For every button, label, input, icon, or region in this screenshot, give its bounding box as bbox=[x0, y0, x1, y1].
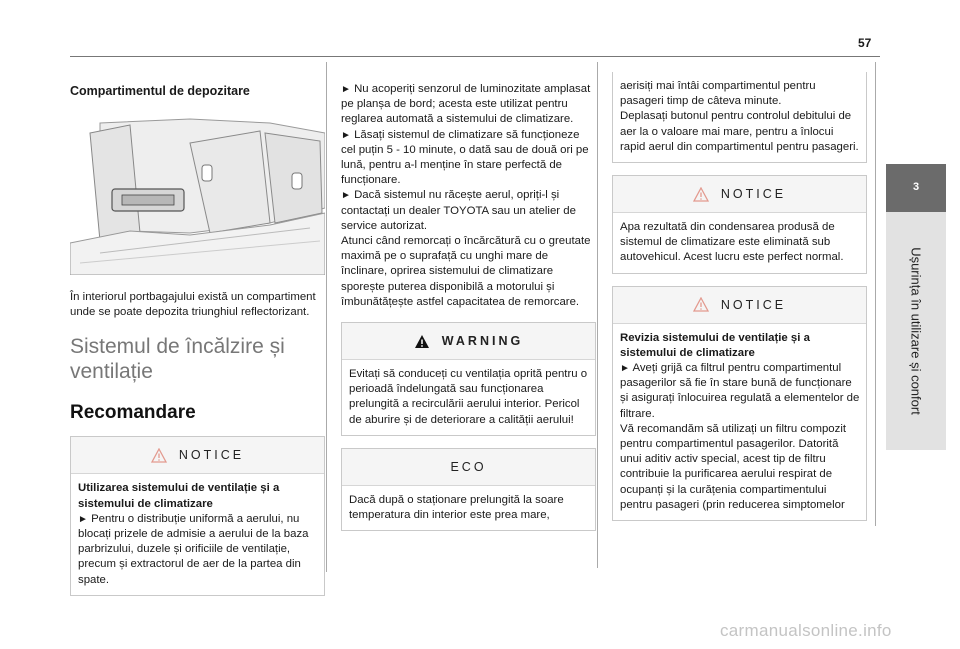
recommendation-text: Nu acoperiți senzorul de luminozitate amplasat pe planșa de bord; acesta este utilizat pentru reglarea automată a sistemului de climatizare. bbox=[341, 83, 591, 126]
section-title bbox=[70, 334, 325, 384]
warning-text: Evitați să conduceți cu ventilația oprită pentru o perioadă îndelungată sau funcționarea prelungită a recirculării aerului interior. Pericol de aburire și de deteriorare a calității aerului! bbox=[349, 368, 588, 426]
notice-label: NOTICE bbox=[720, 187, 787, 202]
chapter-tab[interactable] bbox=[886, 164, 946, 212]
eco-header bbox=[342, 449, 595, 486]
storage-caption: În interiorul portbagajului există un compartiment unde se poate depozita triunghiul reflectorizant. bbox=[70, 291, 316, 319]
notice-header bbox=[71, 437, 324, 474]
eco-text: Dacă după o staționare prelungită la soare temperatura din interior este prea mare, bbox=[349, 493, 564, 522]
bullet-arrow-icon: ► bbox=[620, 363, 630, 375]
notice-body bbox=[613, 324, 866, 520]
recommendation-item bbox=[341, 128, 596, 189]
column-1 bbox=[70, 62, 325, 596]
notice-label: NOTICE bbox=[178, 448, 245, 463]
notice-bold-line-2: sistemului de climatizare bbox=[78, 497, 213, 510]
bullet-arrow-icon: ► bbox=[78, 513, 88, 525]
eco-continued-text: aerisiți mai întâi compartimentul pentru pasageri timp de câteva minute. bbox=[620, 80, 816, 108]
column-divider bbox=[597, 62, 598, 568]
eco-box bbox=[341, 448, 596, 531]
section-title-line-2: ventilație bbox=[70, 360, 153, 384]
eco-body bbox=[342, 486, 595, 530]
notice-body bbox=[613, 213, 866, 273]
notice-label: NOTICE bbox=[720, 297, 787, 312]
warning-filled-icon bbox=[414, 334, 430, 349]
column-2 bbox=[341, 62, 596, 531]
trunk-storage-illustration bbox=[70, 113, 325, 275]
bullet-arrow-icon: ► bbox=[341, 84, 351, 95]
warning-label: WARNING bbox=[441, 334, 524, 349]
column-divider bbox=[875, 62, 876, 526]
notice-bold-line-1: Revizia sistemului de ventilație și a bbox=[620, 331, 810, 344]
notice-header bbox=[613, 176, 866, 213]
warning-header bbox=[342, 323, 595, 360]
storage-heading: Compartimentul de depozitare bbox=[70, 84, 250, 98]
notice-header bbox=[613, 287, 866, 324]
notice-text: Apa rezultată din condensarea produsă de sistemul de climatizare este eliminată sub autovehicul. Acest lucru este perfect normal. bbox=[620, 221, 844, 264]
notice-bold-line-2: sistemului de climatizare bbox=[620, 346, 755, 359]
notice-text bbox=[620, 361, 860, 422]
recommendation-text: Lăsați sistemul de climatizare să funcționeze cel puțin 5 - 10 minute, o dată sau de două ori pe lună, pentru a-l menține în stare perfectă de funcționare. bbox=[341, 128, 589, 187]
page-number: 57 bbox=[858, 36, 872, 50]
warning-triangle-icon bbox=[693, 187, 709, 202]
trunk-storage-photo bbox=[70, 113, 325, 280]
notice-box bbox=[70, 436, 325, 595]
notice-bold-line-1: Utilizarea sistemului de ventilație și a bbox=[78, 482, 280, 495]
warning-triangle-icon bbox=[151, 448, 167, 463]
eco-label: ECO bbox=[450, 459, 487, 474]
recommendation-heading: Recomandare bbox=[70, 402, 196, 424]
chapter-title: Ușurința în utilizare și confort bbox=[908, 247, 924, 415]
notice-box bbox=[612, 286, 867, 521]
warning-body bbox=[342, 360, 595, 435]
chapter-number: 3 bbox=[912, 181, 920, 193]
bullet-arrow-icon: ► bbox=[341, 190, 351, 202]
recommendation-item bbox=[341, 82, 596, 128]
notice-body bbox=[71, 474, 324, 594]
recommendation-text: Dacă sistemul nu răcește aerul, opriți-l și contactați un dealer TOYOTA sau un atelier de service autorizat. bbox=[341, 189, 576, 232]
bullet-arrow-icon: ► bbox=[341, 129, 351, 141]
column-divider bbox=[326, 62, 327, 572]
recommendation-text: Atunci când remorcați o încărcătură cu o greutate maximă pe o suprafață cu unghi mare de înclinare, oprirea sistemului de climatizare sporește puterea disponibilă a motorului și îmbunătățește astfel capacitatea de remorcare. bbox=[341, 235, 591, 308]
recommendations-list bbox=[341, 82, 596, 310]
column-3 bbox=[612, 62, 867, 521]
notice-text-content: Pentru o distribuție uniformă a aerului, nu blocați prizele de admisie a aerului de la baza parbrizului, duzele și orificiile de ventilație, precum și extractorul de aer de la partea din spate. bbox=[78, 512, 309, 586]
eco-continued-body bbox=[613, 72, 866, 162]
warning-box bbox=[341, 322, 596, 436]
notice-text bbox=[78, 512, 318, 588]
watermark: carmanualsonline.info bbox=[720, 621, 892, 640]
warning-triangle-icon bbox=[693, 297, 709, 312]
eco-continued-text: Deplasați butonul pentru controlul debitului de aer la o valoare mai mare, pentru a înlocui rapid aerul din compartimentul pentru pasageri. bbox=[620, 110, 859, 153]
notice-text: Vă recomandăm să utilizați un filtru compozit pentru compartimentul pasagerilor. Datorită unui aditiv activ special, acest tip de filtru contribuie la purificarea aerului respirat de ocupanți și la curățenia compartimentului pentru pasageri (prin reducerea simptomelor bbox=[620, 422, 847, 511]
notice-text-content: Aveți grijă ca filtrul pentru compartimentul pasagerilor să fie în stare bună de funcționare și asigurați înlocuirea regulată a elementelor de filtrare. bbox=[620, 362, 860, 420]
recommendation-item bbox=[341, 188, 596, 234]
notice-box bbox=[612, 175, 867, 274]
section-title-line-1: Sistemul de încălzire și bbox=[70, 335, 285, 359]
header-divider bbox=[70, 56, 880, 57]
chapter-title-tab bbox=[886, 212, 946, 450]
eco-box-continued bbox=[612, 72, 867, 163]
